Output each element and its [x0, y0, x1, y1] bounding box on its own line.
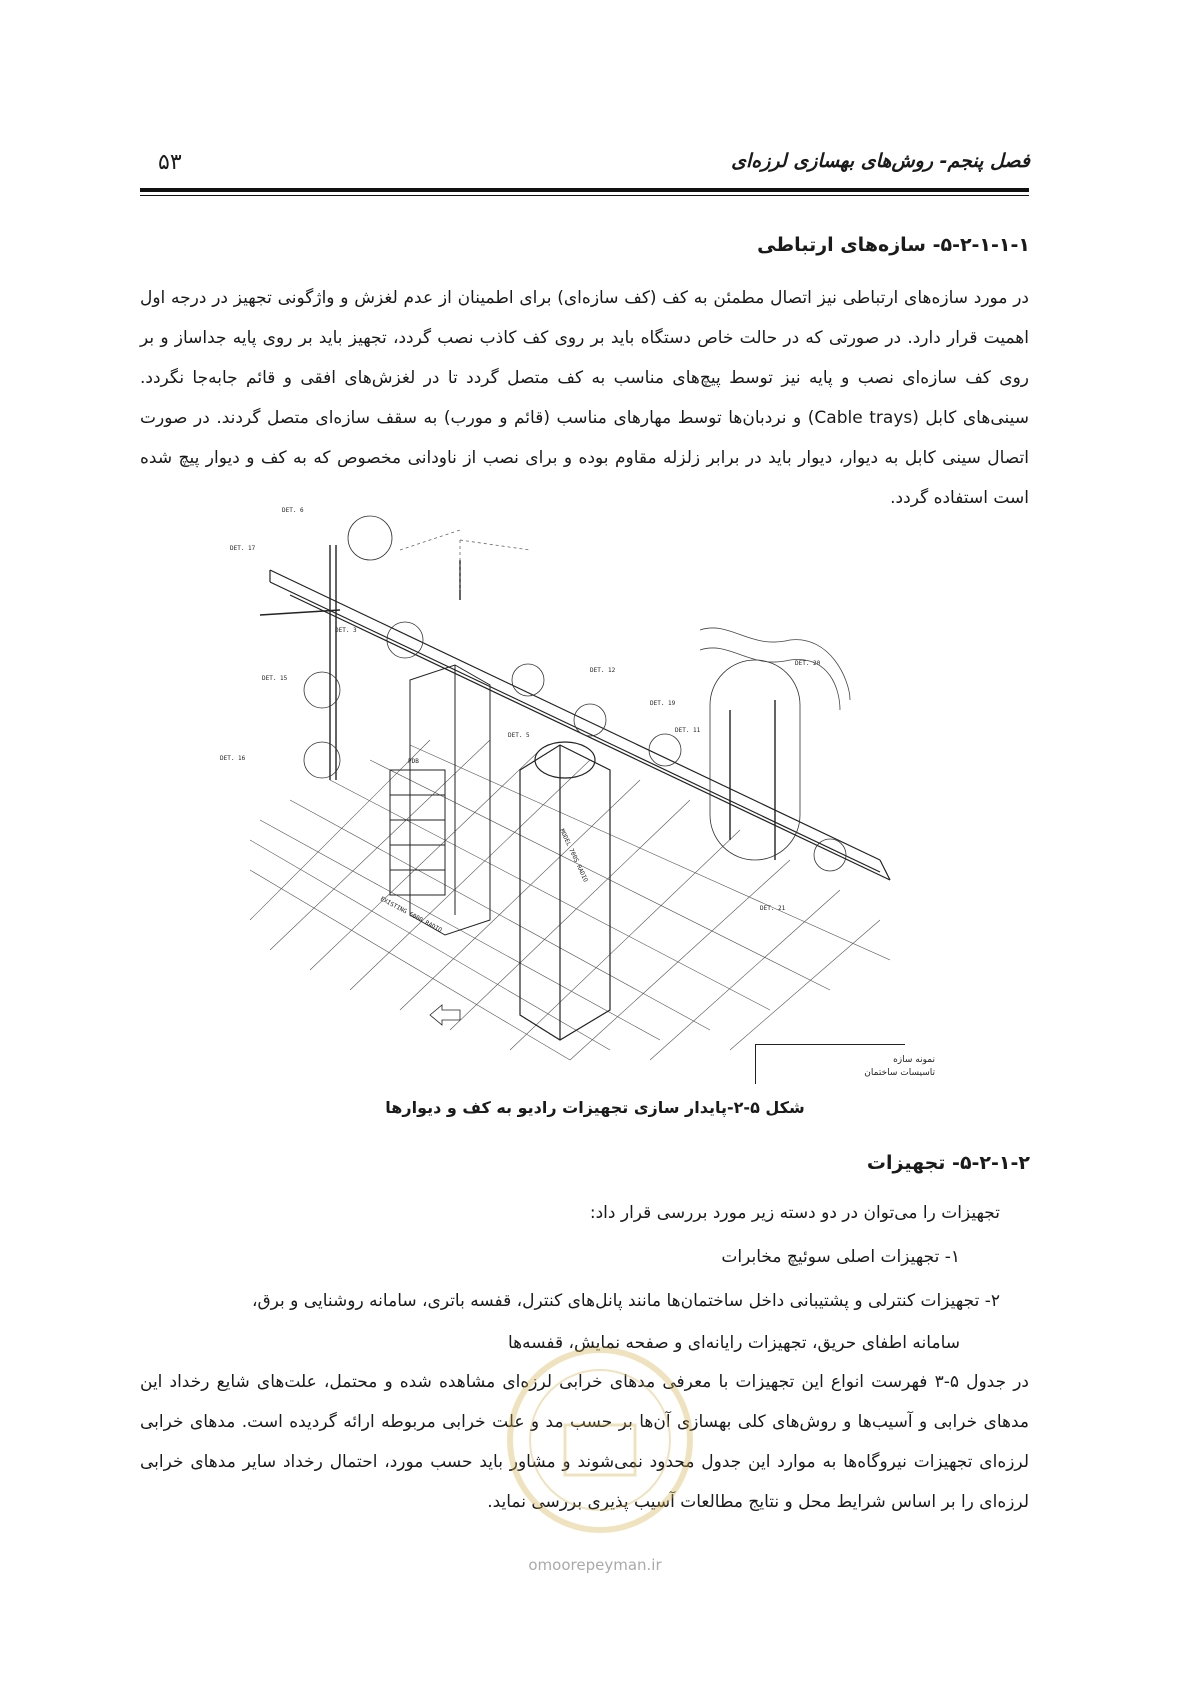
pdb-label: PDB — [408, 758, 419, 765]
page-number: ۵۳ — [158, 150, 182, 175]
equipment-item-2-line1: ۲- تجهیزات کنترلی و پشتیبانی داخل ساختمان‌ها مانند پانل‌های کنترل، قفسه باتری، سامانه روشنایی و برق، — [251, 1291, 1000, 1311]
figure-caption: شکل ۵-۲-پایدار سازی تجهیزات رادیو به کف و دیوارها — [385, 1098, 805, 1117]
det17-label: DET. 17 — [230, 545, 256, 552]
existing-radio-cabinet — [390, 665, 490, 935]
header-rule-thin — [140, 195, 1029, 196]
equipment-item-2-line2: سامانه اطفای حریق، تجهیزات رایانه‌ای و صفحه نمایش، قفسه‌ها — [507, 1333, 960, 1353]
det5-label: DET. 5 — [508, 732, 530, 739]
figure-note — [755, 1054, 935, 1080]
floor-arrow — [430, 1005, 460, 1025]
header-rule-thick — [140, 188, 1029, 192]
existing-label: EXISTING 6000 RADIO — [379, 895, 443, 934]
det11-label: DET. 11 — [675, 727, 701, 734]
wall-duct — [700, 628, 850, 710]
publisher-seal-watermark — [500, 1340, 700, 1540]
equipment-intro: تجهیزات را می‌توان در دو دسته زیر مورد بررسی قرار داد: — [589, 1203, 1000, 1223]
det12-label: DET. 12 — [590, 667, 616, 674]
equipment-paragraph: در جدول ۵-۳ فهرست انواع این تجهیزات با معرفی مدهای خرابی لرزه‌ای مشاهده شده و محتمل، علت‌های شایع رخداد این مدهای خرابی و آسیب‌ها و روش‌های کلی بهسازی آن‌ها بر حسب مد و علت خرابی مربوطه ارائه گردیده است. مدهای خرابی لرزه‌ای تجهیزات نیروگاه‌ها به موارد این جدول محدود نمی‌شوند و مشاور باید حسب مورد، احتمال رخداد سایر مدهای خرابی لرزه‌ای را بر اساس شرایط محل و نتایج مطالعات آسیب پذیری بررسی نماید. — [140, 1372, 1029, 1512]
figure-note-line1: نمونه سازه — [893, 1055, 935, 1065]
figure-note-line2: تاسیسات ساختمان — [864, 1068, 935, 1078]
equipment-item-1: ۱- تجهیزات اصلی سوئیچ مخابرات — [721, 1247, 960, 1267]
cable-tray — [270, 570, 890, 880]
chapter-title: فصل پنجم- روش‌های بهسازی لرزه‌ای — [731, 150, 1030, 172]
model-700s-radio-cabinet — [520, 742, 610, 1040]
det3-label: DET. 3 — [335, 627, 357, 634]
det19-label: DET. 19 — [650, 700, 676, 707]
det20-label: DET. 20 — [795, 660, 821, 667]
det6-label: DET. 6 — [282, 507, 304, 514]
det15-label: DET. 15 — [262, 675, 288, 682]
det16-label: DET. 16 — [220, 755, 246, 762]
floor-grid — [250, 740, 890, 1060]
section-paragraph-communication-structures: در مورد سازه‌های ارتباطی نیز اتصال مطمئن به کف (کف سازه‌ای) برای اطمینان از عدم لغزش و واژگونی تجهیز در درجه اول اهمیت قرار دارد. در صورتی که در حالت خاص دستگاه باید بر روی کف کاذب نصب گردد، تجهیز باید بر روی پایه جداساز و بر روی کف سازه‌ای نصب و پایه نیز توسط پیچ‌های مناسب به کف متصل گردد تا در لغزش‌های افقی و قائم جابه‌جا نگردد. سینی‌های کابل (Cable trays) و نردبان‌ها توسط مهارهای مناسب (قائم و مورب) به سقف سازه‌ای متصل گردند. در صورت اتصال سینی کابل به دیوار، دیوار باید در برابر زلزله مقاوم بوده و برای نصب از ناودانی مخصوص که به کف و دیوار پیچ شده است استفاده گردد. — [140, 288, 1029, 508]
section-heading-equipment: ۵-۲-۱-۲- تجهیزات — [866, 1152, 1030, 1174]
model-label: MODEL 700S RADIO — [558, 827, 589, 884]
section-heading-communication-structures: ۵-۲-۱-۱-۱- سازه‌های ارتباطی — [757, 234, 1030, 256]
watermark-url: omoorepeyman.ir — [528, 1556, 662, 1574]
radio-equipment-anchoring-figure — [220, 507, 930, 1090]
det21-label: DET. 21 — [760, 905, 786, 912]
